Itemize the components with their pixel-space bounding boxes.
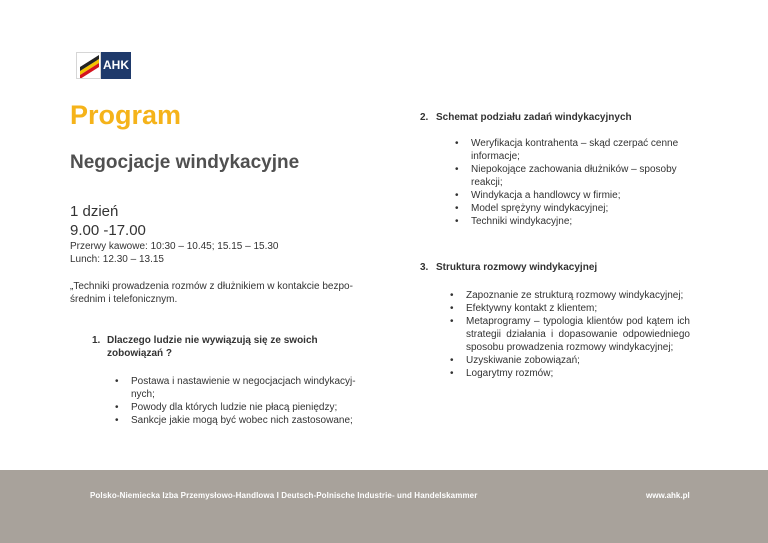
day-label: 1 dzień bbox=[70, 203, 119, 220]
section-title: Struktura rozmowy windykacyjnej bbox=[436, 262, 598, 273]
list-item: • Sankcje jakie mogą być wobec nich zastosowane; bbox=[115, 414, 362, 427]
section-1-list bbox=[115, 375, 362, 427]
intro-line: średnim i telefonicznym. bbox=[70, 294, 178, 305]
breaks-block bbox=[70, 240, 278, 266]
section-3-list bbox=[450, 289, 690, 380]
flag-icon bbox=[76, 52, 101, 79]
footer-organization: Polsko-Niemiecka Izba Przemysłowo-Handlowa I Deutsch-Polnische Industrie- und Handelskammer bbox=[90, 491, 478, 500]
list-item: • Zapoznanie ze strukturą rozmowy windykacyjnej; bbox=[450, 289, 690, 302]
lunch-time: Lunch: 12.30 – 13.15 bbox=[70, 254, 164, 265]
section-number: 1. bbox=[92, 335, 101, 346]
list-item: • Windykacja a handlowcy w firmie; bbox=[455, 189, 690, 202]
section-2-list bbox=[455, 137, 690, 228]
hours-label: 9.00 -17.00 bbox=[70, 222, 146, 239]
list-item: • Weryfikacja kontrahenta – skąd czerpać cenne informacje; bbox=[455, 137, 690, 163]
page-title: Program bbox=[70, 100, 182, 130]
list-item: • Metaprogramy – typologia klientów pod kątem ich strategii działania i dopasowanie odpowiedniego sposobu prowadzenia rozmowy windykacyjnej; bbox=[450, 315, 690, 354]
section-number: 2. bbox=[420, 112, 429, 123]
section-2-heading bbox=[420, 111, 632, 124]
list-item: • Postawa i nastawienie w negocjacjach windykacyj-nych; bbox=[115, 375, 362, 401]
schedule-block bbox=[70, 202, 146, 240]
ahk-logo bbox=[76, 52, 131, 79]
section-title: Schemat podziału zadań windykacyjnych bbox=[436, 112, 632, 123]
list-item: • Model sprężyny windykacyjnej; bbox=[455, 202, 690, 215]
section-1-heading bbox=[92, 334, 318, 360]
logo-text: AHK bbox=[101, 52, 131, 79]
section-title: Dlaczego ludzie nie wywiązują się ze swoich bbox=[107, 335, 318, 346]
list-item: • Niepokojące zachowania dłużników – sposoby reakcji; bbox=[455, 163, 690, 189]
list-item: • Techniki windykacyjne; bbox=[455, 215, 690, 228]
page-subtitle: Negocjacje windykacyjne bbox=[70, 152, 300, 173]
list-item: • Uzyskiwanie zobowiązań; bbox=[450, 354, 690, 367]
intro-line: „Techniki prowadzenia rozmów z dłużnikiem w kontakcie bezpo- bbox=[70, 281, 353, 292]
footer-website-link[interactable]: www.ahk.pl bbox=[646, 491, 690, 500]
footer-bar bbox=[0, 470, 768, 543]
list-item: • Efektywny kontakt z klientem; bbox=[450, 302, 690, 315]
section-3-heading bbox=[420, 261, 597, 274]
section-number: 3. bbox=[420, 262, 429, 273]
intro-text bbox=[70, 280, 362, 306]
section-title-cont: zobowiązań ? bbox=[107, 348, 172, 359]
coffee-breaks: Przerwy kawowe: 10:30 – 10.45; 15.15 – 15.30 bbox=[70, 241, 279, 252]
list-item: • Logarytmy rozmów; bbox=[450, 367, 690, 380]
list-item: • Powody dla których ludzie nie płacą pieniędzy; bbox=[115, 401, 362, 414]
